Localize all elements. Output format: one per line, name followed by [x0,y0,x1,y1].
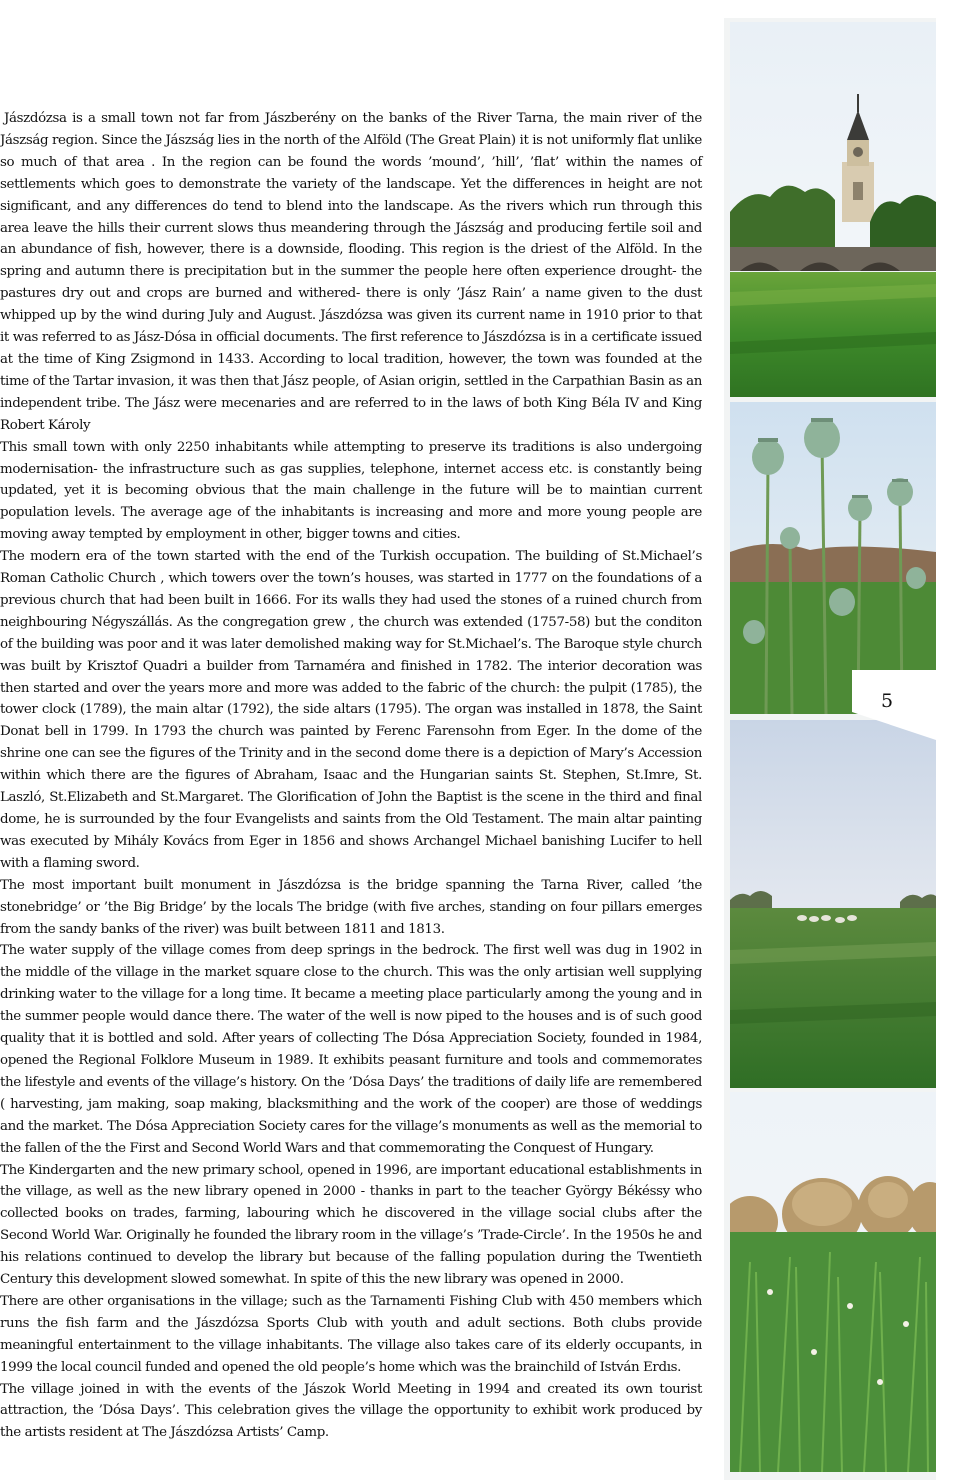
hay-bales-photo [730,1092,936,1472]
church-photo [730,22,936,397]
paragraph-bridge: The most important built monument in Jászdózsa is the bridge spanning the Tarna River, called ’the stonebridge’ or ’the Big Bridge’ by the locals The bridge (with five arches, standing on four pillars emerges from the sandy banks of the river) was built between 1811 and 1813. [0,877,702,937]
page-number: 5 [880,690,894,712]
photo-strip [724,18,936,1480]
poppy-photo [730,402,936,714]
article-body [0,108,702,1444]
paragraph-dosa-days: The village joined in with the events of the Jászok World Meeting in 1994 and created its own tourist attraction, the ’Dósa Days’. This celebration gives the village the opportunity to exhibit work produced by the artists resident at The Jászdózsa Artists’ Camp. [0,1381,702,1441]
paragraph-history: Jászdózsa is a small town not far from Jászberény on the banks of the River Tarna, the main river of the Jászság region. Since the Jászság lies in the north of the Alföld (The Great Plain) it is not uniformly flat unlike so much of that area . In the region can be found the words ’mound’, ’hill’, ’flat’ within the names of settlements which goes to demonstrate the variety of the landscape. Yet the differences in height are not significant, and any differences do tend to blend into the landscape. As the rivers which run through this area leave the hills their current slows thus meandering through the Jászság and producing fertile soil and an abundance of fish, however, there is a downside, flooding. This region is the driest of the Alföld. In the spring and autumn there is precipitation but in the summer the people here often experience drought- the pastures dry out and crops are burned and withered- there is only ’Jász Rain’ a name given to the dust whipped up by the wind during July and August. Jászdózsa was given its current name in 1910 prior to that it was referred to as Jász-Dósa in official documents. The first reference to Jászdózsa is in a certificate issued at the time of King Zsigmond in 1433. According to local tradition, however, the town was founded at the time of the Tartar invasion, it was then that Jász people, of Asian origin, settled in the Carpathian Basin as an independent tribe. The Jász were mecenaries and are referred to in the laws of both King Béla IV and King Robert Károly [0,111,702,433]
paragraph-church: The modern era of the town started with the end of the Turkish occupation. The building of St.Michael’s Roman Catholic Church , which towers over the town’s houses, was started in 1777 on the foundations of a previous church that had been built in 1666. For its walls they had used the stones of a ruined church from neighbouring Négyszállás. As the congregation grew , the church was extended (1757-58) but the conditon of the building was poor and it was later demolished making way for St.Michael’s. The Baroque style church was built by Krisztof Quadri a builder from Tarnaméra and finished in 1782. The interior decoration was then started and over the years more and more was added to the fabric of the church: the pulpit (1785), the tower clock (1789), the main altar (1792), the side altars (1795). The organ was installed in 1878, the Saint Donat bell in 1799. In 1793 the church was painted by Ferenc Farensohn from Eger. In the dome of the shrine one can see the figures of the Trinity and in the second dome there is a depiction of Mary’s Accession within which there are the figures of Abraham, Isaac and the Hungarian saints St. Stephen, St.Imre, St. Laszló, St.Elizabeth and St.Margaret. The Glorification of John the Baptist is the scene in the third and final dome, he is surrounded by the four Evangelists and saints from the Old Testament. The main altar painting was executed by Mihály Kovács from Eger in 1856 and shows Archangel Michael banishing Lucifer to hell with a flaming sword. [0,549,702,871]
field-photo [730,720,936,1088]
paragraph-water-museum: The water supply of the village comes from deep springs in the bedrock. The first well was dug in 1902 in the middle of the village in the market square close to the church. This was the only artisian well supplying drinking water to the village for a long time. It became a meeting place particularly among the young and in the summer people would dance there. The water of the well is now piped to the houses and is of such good quality that it is bottled and sold. After years of collecting The Dósa Appreciation Society, founded in 1984, opened the Regional Folklore Museum in 1989. It exhibits peasant furniture and tools and commemorates the lifestyle and events of the village’s history. On the ’Dósa Days’ the traditions of daily life are remembered ( harvesting, jam making, soap making, blacksmithing and the work of the cooper) are those of weddings and the market. The Dósa Appreciation Society cares for the village’s monuments as well as the memorial to the fallen of the the First and Second World Wars and that commemorating the Conquest of Hungary. [0,943,702,1156]
paragraph-population: This small town with only 2250 inhabitants while attempting to preserve its traditions is also undergoing modernisation- the infrastructure such as gas supplies, telephone, internet access etc. is constantly being updated, yet it is becoming obvious that the main challenge in the future will be to maintian current population levels. The average age of the inhabitants is increasing and more and more young people are moving away tempted by employment in other, bigger towns and cities. [0,439,702,543]
paragraph-schools-library: The Kindergarten and the new primary school, opened in 1996, are important educational establishments in the village, as well as the new library opened in 2000 - thanks in part to the teacher György Békéssy who collected books on trades, farming, labouring which he discovered in the village social clubs after the Second World War. Originally he founded the library room in the village’s ’Trade-Circle’. In the 1950s he and his relations continued to develop the library but because of the falling population during the Twentieth Century this development slowed somewhat. In spite of this the new library was opened in 2000. [0,1162,702,1288]
paragraph-organisations: There are other organisations in the village; such as the Tarnamenti Fishing Club with 450 members which runs the fish farm and the Jászdózsa Sports Club with youth and adult sections. Both clubs provide meaningful entertainment to the village inhabitants. The village also takes care of its elderly occupants, in 1999 the local council funded and opened the old people’s home which was the brainchild of István Erdıs. [0,1293,702,1375]
